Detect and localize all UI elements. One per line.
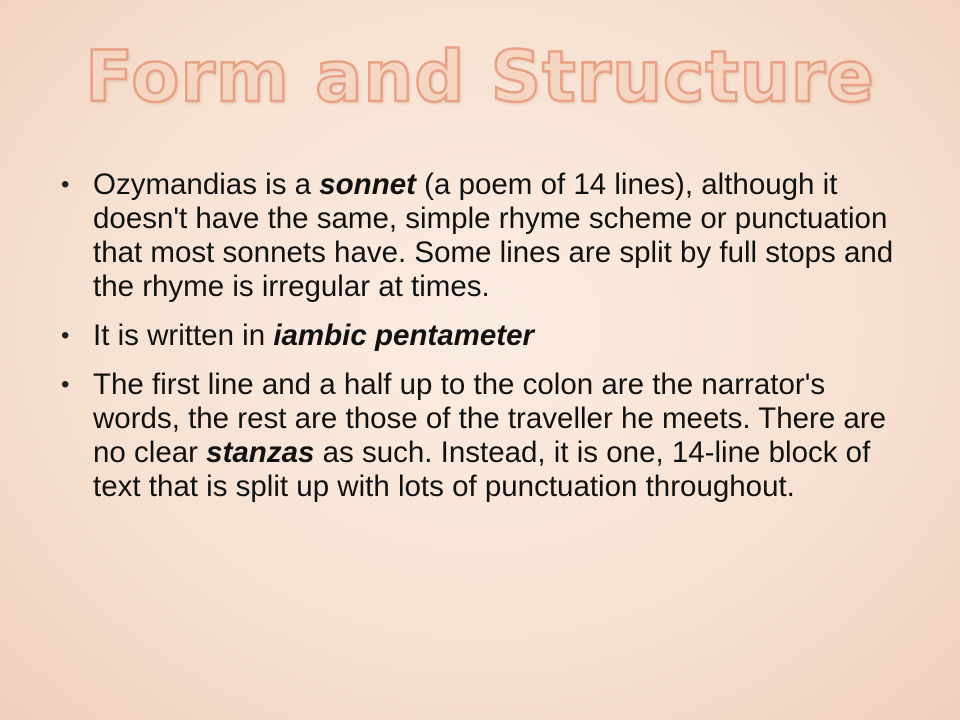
bullet-point-icon: • <box>61 322 70 349</box>
bullet-item-meter <box>60 319 900 353</box>
emphasis-sonnet: sonnet <box>319 168 416 201</box>
bullet-item-sonnet <box>60 168 900 304</box>
bullet-text: The first line and a half up to the colon are the narrator's words, the rest are those of the traveller he meets. There are no clear <box>93 368 887 469</box>
bullet-text: Ozymandias is a <box>93 168 320 201</box>
bullet-text: (a poem of 14 lines), although it doesn't have the same, simple rhyme scheme or punctuation that most sonnets have. Some lines are split by full stops and the rhyme is irregular at times. <box>93 168 894 303</box>
bullet-item-narration <box>60 368 900 504</box>
bullet-list <box>60 168 900 519</box>
bullet-text: It is written in <box>93 319 274 352</box>
emphasis-iambic-pentameter: iambic pentameter <box>273 319 535 352</box>
slide-title: Form and Structure <box>85 36 875 118</box>
bullet-text: as such. Instead, it is one, 14-line block of text that is split up with lots of punctuation throughout. <box>93 436 871 503</box>
bullet-point-icon: • <box>61 171 70 198</box>
emphasis-stanzas: stanzas <box>206 436 315 469</box>
bullet-point-icon: • <box>61 371 70 398</box>
